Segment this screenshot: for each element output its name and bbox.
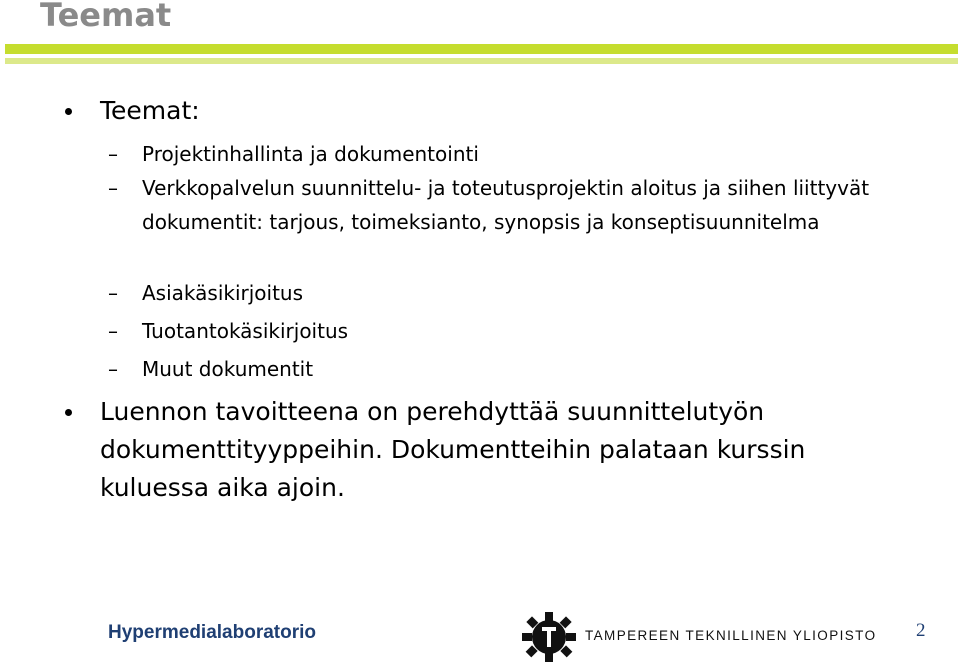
bullet-item: Luennon tavoitteena on perehdyttää suunnittelutyön dokumenttityyppeihin. Dokumentteihin palataan kurssin kuluessa aika ajoin. [100,393,920,507]
title-underline-bar-secondary [5,58,958,64]
footer-university-name: TAMPEREEN TEKNILLINEN YLIOPISTO [585,628,877,643]
page-number: 2 [916,620,926,641]
gear-logo-icon [518,610,580,664]
title-underline-bar [5,44,958,54]
sub-item: – Asiakäsikirjoitus [142,276,902,310]
slide-title: Teemat [40,0,172,34]
bullet-item: Teemat: [100,92,200,130]
sub-item: – Tuotantokäsikirjoitus [142,314,902,348]
footer-lab-name: Hypermedialaboratorio [108,622,316,643]
sub-item: – Projektinhallinta ja dokumentointi [142,137,902,171]
sub-item: – Muut dokumentit [142,352,902,386]
sub-item: – Verkkopalvelun suunnittelu- ja toteutusprojektin aloitus ja siihen liittyvät dokumentit: tarjous, toimeksianto, synopsis ja konseptisuunnitelma [142,171,882,239]
